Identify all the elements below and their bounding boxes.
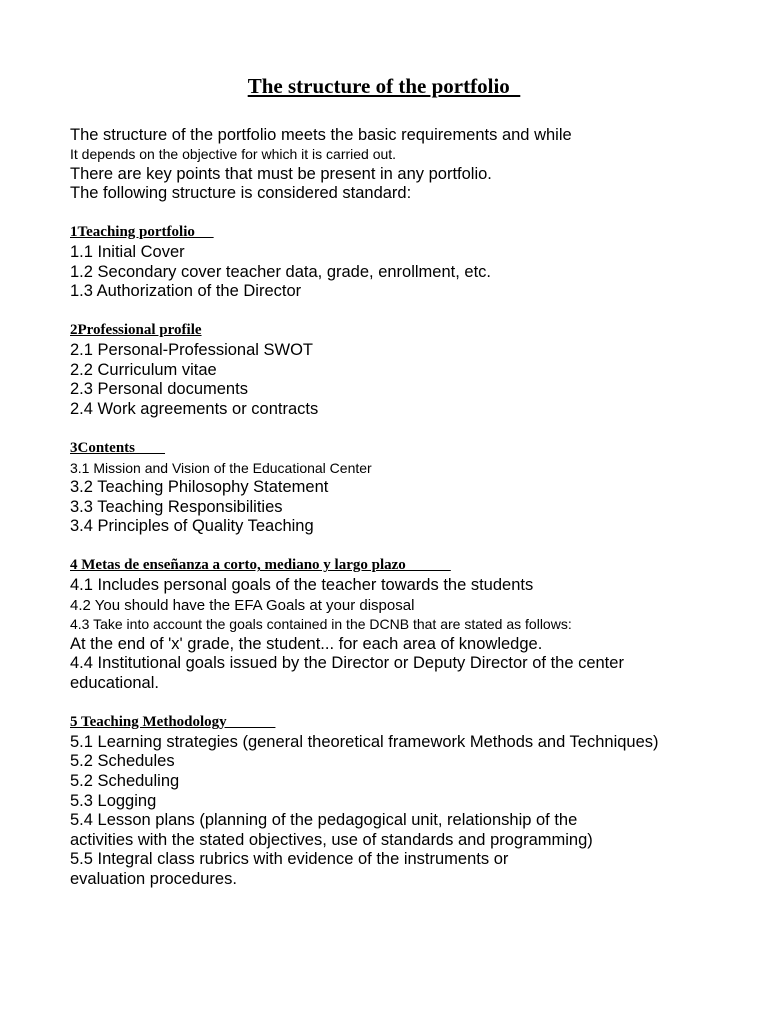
list-item: 2.4 Work agreements or contracts [70,399,319,418]
list-item: 4.1 Includes personal goals of the teacher towards the students [70,576,534,595]
list-item: 3.4 Principles of Quality Teaching [70,517,314,536]
list-item: 5.5 Integral class rubrics with evidence of the instruments or [70,850,509,869]
section-heading-professional-profile: 2Professional profile [70,322,202,339]
intro-line-4: The following structure is considered standard: [70,184,412,203]
list-item: evaluation procedures. [70,869,237,888]
list-item: educational. [70,674,159,693]
section-heading-teaching-methodology: 5 Teaching Methodology [70,714,276,731]
list-item: 5.2 Schedules [70,752,175,771]
list-item: 3.2 Teaching Philosophy Statement [70,478,329,497]
intro-line-3: There are key points that must be present in any portfolio. [70,164,492,183]
spacer [70,419,730,439]
list-item: 4.4 Institutional goals issued by the Director or Deputy Director of the center [70,654,624,673]
section-heading-teaching-portfolio: 1Teaching portfolio [70,224,214,241]
list-item: 3.3 Teaching Responsibilities [70,497,283,516]
list-item: 1.1 Initial Cover [70,242,185,261]
list-item: 5.1 Learning strategies (general theoretical framework Methods and Techniques) [70,732,659,751]
list-item: 4.2 You should have the EFA Goals at your disposal [70,596,415,614]
page-title [0,72,768,100]
list-item: 2.1 Personal-Professional SWOT [70,340,314,359]
list-item: 4.3 Take into account the goals contained in the DCNB that are stated as follows: [70,616,572,633]
spacer [70,694,730,714]
list-item: 2.3 Personal documents [70,380,248,399]
intro-line-2: It depends on the objective for which it is carried out. [70,145,397,162]
spacer [70,204,730,224]
spacer [70,537,730,557]
list-item: 1.2 Secondary cover teacher data, grade, enrollment, etc. [70,262,491,281]
list-item: 3.1 Mission and Vision of the Educational Center [70,459,372,476]
spacer [70,302,730,322]
list-item: 2.2 Curriculum vitae [70,360,217,379]
document-body [70,126,730,890]
section-heading-contents: 3Contents [70,439,166,456]
list-item: 5.3 Logging [70,791,157,810]
page-title-text: The structure of the portfolio [247,74,521,98]
list-item: 1.3 Authorization of the Director [70,282,302,301]
list-item: 5.2 Scheduling [70,772,180,790]
list-item: activities with the stated objectives, use of standards and programming) [70,830,593,849]
section-heading-goals: 4 Metas de enseñanza a corto, mediano y largo plazo [70,557,451,574]
list-item: At the end of 'x' grade, the student... for each area of knowledge. [70,634,543,653]
list-item: 5.4 Lesson plans (planning of the pedagogical unit, relationship of the [70,811,578,830]
intro-line-1: The structure of the portfolio meets the basic requirements and while [70,126,572,144]
